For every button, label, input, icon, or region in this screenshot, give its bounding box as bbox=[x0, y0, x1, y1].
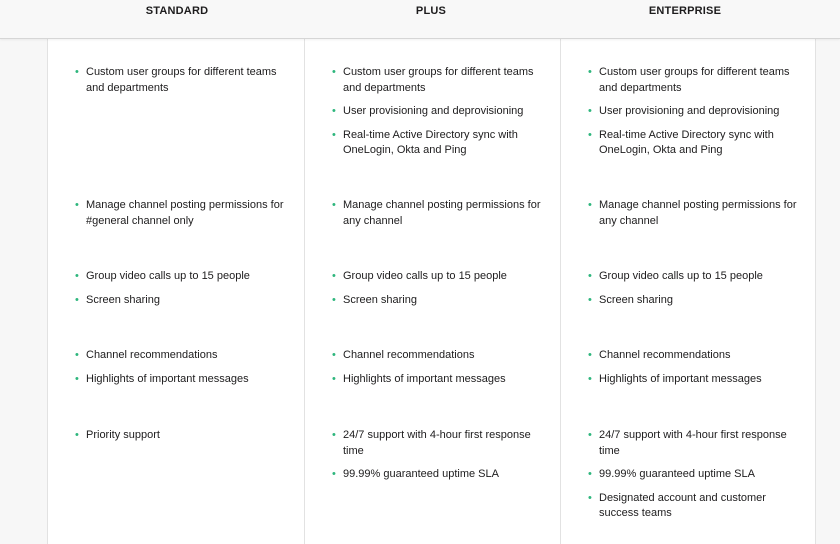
bullet-dot-icon: • bbox=[588, 105, 592, 117]
feature-text: Screen sharing bbox=[599, 293, 673, 306]
feature-text: User provisioning and deprovisioning bbox=[599, 105, 780, 117]
bullet-dot-icon: • bbox=[588, 293, 592, 306]
plan-title-enterprise: ENTERPRISE bbox=[648, 5, 722, 17]
feature-text: Designated account and customer success teams bbox=[599, 491, 766, 519]
plan-header bbox=[0, 0, 840, 39]
feature-group bbox=[561, 348, 799, 395]
feature-item bbox=[305, 293, 543, 309]
feature-item bbox=[561, 65, 799, 96]
feature-item bbox=[561, 198, 799, 229]
bullet-dot-icon: • bbox=[75, 349, 79, 361]
feature-comparison-table bbox=[47, 39, 816, 544]
bullet-dot-icon: • bbox=[332, 128, 336, 141]
bullet-dot-icon: • bbox=[332, 429, 336, 441]
feature-text: Custom user groups for different teams and departments bbox=[599, 66, 790, 94]
column-standard bbox=[48, 39, 304, 544]
feature-item bbox=[305, 467, 543, 483]
bullet-dot-icon: • bbox=[332, 270, 336, 282]
feature-item bbox=[305, 372, 543, 388]
feature-text: Custom user groups for different teams and departments bbox=[343, 66, 534, 94]
bullet-dot-icon: • bbox=[75, 293, 79, 306]
bullet-dot-icon: • bbox=[75, 429, 79, 441]
feature-item bbox=[48, 65, 286, 96]
feature-text: Highlights of important messages bbox=[343, 372, 506, 385]
feature-group bbox=[561, 65, 799, 167]
feature-text: Group video calls up to 15 people bbox=[343, 270, 507, 282]
bullet-dot-icon: • bbox=[588, 491, 592, 504]
feature-item bbox=[305, 128, 543, 159]
feature-item bbox=[305, 428, 543, 459]
feature-text: Priority support bbox=[86, 429, 160, 441]
feature-group bbox=[305, 428, 543, 491]
feature-text: Screen sharing bbox=[86, 293, 160, 306]
feature-item bbox=[561, 348, 799, 364]
feature-text: 99.99% guaranteed uptime SLA bbox=[599, 468, 755, 480]
bullet-dot-icon: • bbox=[332, 293, 336, 306]
feature-item bbox=[48, 428, 286, 444]
feature-text: Manage channel posting permissions for any channel bbox=[599, 199, 797, 227]
feature-group bbox=[305, 65, 543, 167]
feature-text: 24/7 support with 4-hour first response time bbox=[599, 429, 787, 457]
feature-group bbox=[305, 348, 543, 395]
feature-item bbox=[305, 348, 543, 364]
plan-title-standard: STANDARD bbox=[145, 5, 209, 17]
feature-text: Group video calls up to 15 people bbox=[599, 270, 763, 282]
feature-item bbox=[305, 65, 543, 96]
feature-text: 99.99% guaranteed uptime SLA bbox=[343, 468, 499, 480]
bullet-dot-icon: • bbox=[588, 128, 592, 141]
bullet-dot-icon: • bbox=[588, 270, 592, 282]
bullet-dot-icon: • bbox=[588, 468, 592, 480]
feature-text: Channel recommendations bbox=[86, 349, 218, 361]
feature-group bbox=[48, 428, 286, 452]
bullet-dot-icon: • bbox=[75, 199, 79, 211]
bullet-dot-icon: • bbox=[75, 270, 79, 282]
feature-group bbox=[48, 269, 286, 316]
feature-group bbox=[48, 65, 286, 104]
feature-text: User provisioning and deprovisioning bbox=[343, 105, 524, 117]
feature-item bbox=[305, 198, 543, 229]
column-enterprise bbox=[560, 39, 816, 544]
plan-title-plus: PLUS bbox=[415, 5, 447, 17]
feature-text: Channel recommendations bbox=[599, 349, 731, 361]
feature-item bbox=[561, 128, 799, 159]
feature-group bbox=[561, 269, 799, 316]
bullet-dot-icon: • bbox=[332, 105, 336, 117]
bullet-dot-icon: • bbox=[588, 199, 592, 211]
feature-text: Custom user groups for different teams and departments bbox=[86, 66, 277, 94]
feature-item bbox=[48, 269, 286, 285]
feature-group bbox=[561, 198, 799, 237]
feature-item bbox=[305, 104, 543, 120]
feature-text: 24/7 support with 4-hour first response time bbox=[343, 429, 531, 457]
feature-item bbox=[561, 104, 799, 120]
feature-text: Manage channel posting permissions for any channel bbox=[343, 199, 541, 227]
feature-text: Highlights of important messages bbox=[86, 372, 249, 385]
feature-item bbox=[561, 372, 799, 388]
feature-group bbox=[48, 198, 286, 237]
feature-text: Real-time Active Directory sync with OneLogin, Okta and Ping bbox=[599, 128, 774, 156]
feature-item bbox=[561, 467, 799, 483]
bullet-dot-icon: • bbox=[75, 372, 79, 385]
feature-item bbox=[305, 269, 543, 285]
feature-text: Real-time Active Directory sync with OneLogin, Okta and Ping bbox=[343, 128, 518, 156]
feature-item bbox=[48, 348, 286, 364]
bullet-dot-icon: • bbox=[588, 349, 592, 361]
feature-item bbox=[561, 293, 799, 309]
feature-item bbox=[48, 293, 286, 309]
feature-text: Screen sharing bbox=[343, 293, 417, 306]
feature-text: Highlights of important messages bbox=[599, 372, 762, 385]
column-plus bbox=[304, 39, 560, 544]
feature-text: Manage channel posting permissions for #general channel only bbox=[86, 199, 284, 227]
bullet-dot-icon: • bbox=[588, 429, 592, 441]
bullet-dot-icon: • bbox=[588, 66, 592, 78]
feature-group bbox=[305, 269, 543, 316]
feature-item bbox=[561, 428, 799, 459]
feature-item bbox=[48, 198, 286, 229]
bullet-dot-icon: • bbox=[588, 372, 592, 385]
feature-item bbox=[561, 491, 799, 522]
bullet-dot-icon: • bbox=[332, 349, 336, 361]
bullet-dot-icon: • bbox=[332, 372, 336, 385]
bullet-dot-icon: • bbox=[332, 66, 336, 78]
bullet-dot-icon: • bbox=[75, 66, 79, 78]
feature-group bbox=[561, 428, 799, 530]
bullet-dot-icon: • bbox=[332, 468, 336, 480]
feature-item bbox=[561, 269, 799, 285]
feature-text: Group video calls up to 15 people bbox=[86, 270, 250, 282]
feature-item bbox=[48, 372, 286, 388]
bullet-dot-icon: • bbox=[332, 199, 336, 211]
feature-group bbox=[48, 348, 286, 395]
feature-text: Channel recommendations bbox=[343, 349, 475, 361]
feature-group bbox=[305, 198, 543, 237]
